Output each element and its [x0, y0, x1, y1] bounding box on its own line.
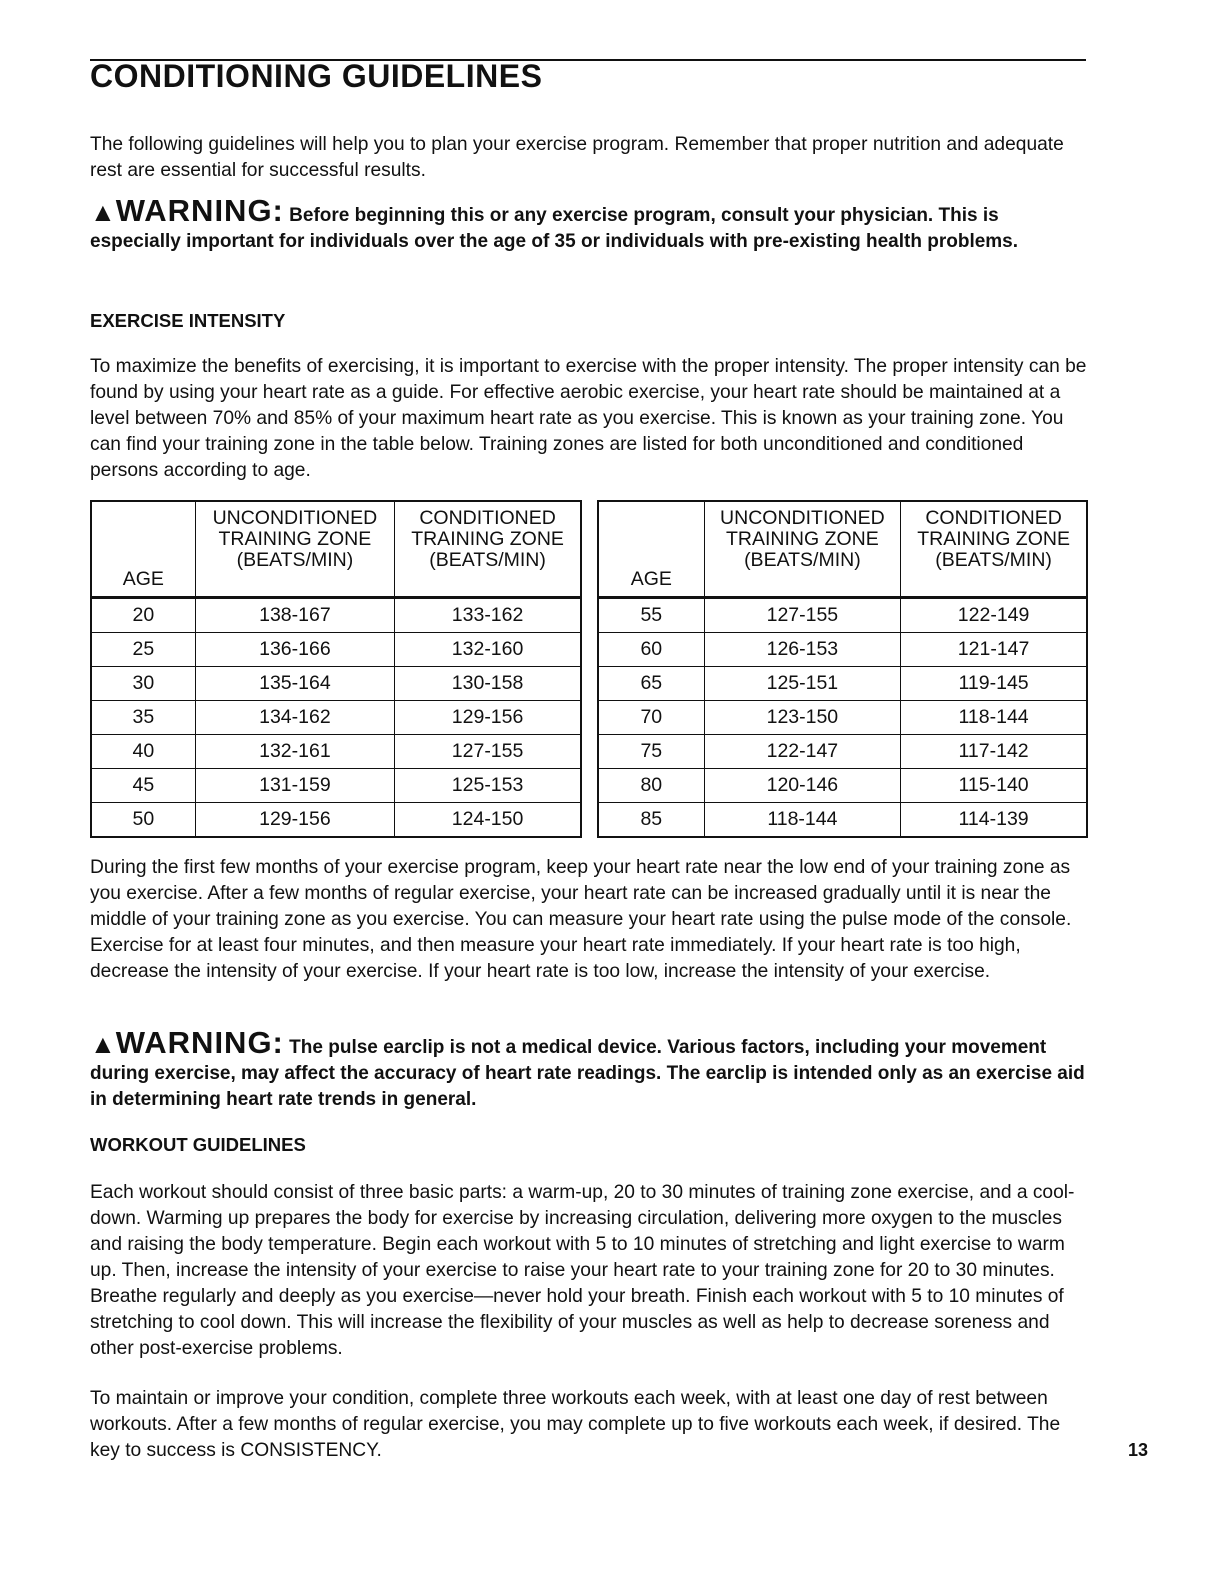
table-header-row	[91, 501, 581, 598]
conditioned-cell: 122-149	[901, 598, 1087, 633]
warning-block-2	[90, 1025, 1090, 1113]
age-cell: 40	[91, 735, 195, 769]
conditioned-cell: 115-140	[901, 769, 1087, 803]
age-header: AGE	[91, 501, 195, 598]
unconditioned-cell: 134-162	[195, 701, 395, 735]
unconditioned-cell: 138-167	[195, 598, 395, 633]
warning-text: Before beginning this or any exercise program, consult your physician. This is especially important for individuals over the age of 35 or individuals with pre-existing health problems.	[90, 205, 1019, 252]
table-row	[598, 803, 1087, 838]
exercise-intensity-paragraph: To maximize the benefits of exercising, it is important to exercise with the proper intensity. The proper intensity can be found by using your heart rate as a guide. For effective aerobic exercise, your heart rate should be maintained at a level between 70% and 85% of your maximum heart rate as you exercise. This is known as your training zone. You can find your training zone in the table below. Training zones are listed for both unconditioned and conditioned persons according to age.	[90, 356, 1087, 481]
age-cell: 85	[598, 803, 704, 838]
age-cell: 30	[91, 667, 195, 701]
age-cell: 75	[598, 735, 704, 769]
conditioned-cell: 129-156	[395, 701, 581, 735]
conditioned-cell: 127-155	[395, 735, 581, 769]
age-cell: 25	[91, 633, 195, 667]
conditioned-cell: 125-153	[395, 769, 581, 803]
warning-triangle-icon: ▲	[90, 1029, 116, 1059]
age-cell: 65	[598, 667, 704, 701]
warning-block-1	[90, 193, 1090, 255]
page-title: CONDITIONING GUIDELINES	[90, 58, 543, 94]
conditioned-cell: 117-142	[901, 735, 1087, 769]
unconditioned-cell: 123-150	[704, 701, 901, 735]
intro-paragraph: The following guidelines will help you to plan your exercise program. Remember that proper nutrition and adequate rest are essential for successful results.	[90, 134, 1064, 181]
conditioned-cell: 130-158	[395, 667, 581, 701]
table-row	[598, 735, 1087, 769]
conditioned-cell: 119-145	[901, 667, 1087, 701]
table-row	[91, 769, 581, 803]
unconditioned-cell: 126-153	[704, 633, 901, 667]
unconditioned-cell: 127-155	[704, 598, 901, 633]
table-row	[91, 735, 581, 769]
warning-text: The pulse earclip is not a medical device. Various factors, including your movement during exercise, may affect the accuracy of heart rate readings. The earclip is intended only as an exercise aid in determining heart rate trends in general.	[90, 1037, 1085, 1110]
exercise-intensity-heading: EXERCISE INTENSITY	[90, 310, 286, 331]
age-cell: 20	[91, 598, 195, 633]
table-header-row	[598, 501, 1087, 598]
workout-guidelines-heading: WORKOUT GUIDELINES	[90, 1134, 306, 1155]
conditioned-cell: 121-147	[901, 633, 1087, 667]
table-row	[91, 598, 581, 633]
conditioned-cell: 132-160	[395, 633, 581, 667]
age-cell: 55	[598, 598, 704, 633]
table-row	[91, 633, 581, 667]
table-row	[598, 701, 1087, 735]
after-table-paragraph: During the first few months of your exercise program, keep your heart rate near the low end of your training zone as you exercise. After a few months of regular exercise, your heart rate can be increased gradually until it is near the middle of your training zone as you exercise. You can measure your heart rate using the pulse mode of the console. Exercise for at least four minutes, and then measure your heart rate immediately. If your heart rate is too high, decrease the intensity of your exercise. If your heart rate is too low, increase the intensity of your exercise.	[90, 857, 1072, 982]
unconditioned-cell: 132-161	[195, 735, 395, 769]
age-header: AGE	[598, 501, 704, 598]
age-cell: 60	[598, 633, 704, 667]
age-cell: 70	[598, 701, 704, 735]
conditioned-cell: 133-162	[395, 598, 581, 633]
page-number: 13	[1128, 1440, 1149, 1460]
unconditioned-cell: 125-151	[704, 667, 901, 701]
warning-triangle-icon: ▲	[90, 197, 116, 227]
unconditioned-header: UNCONDITIONED TRAINING ZONE (BEATS/MIN)	[195, 501, 395, 598]
conditioned-cell: 124-150	[395, 803, 581, 838]
unconditioned-cell: 136-166	[195, 633, 395, 667]
table-row	[598, 769, 1087, 803]
table-row	[598, 598, 1087, 633]
warning-label: WARNING:	[115, 193, 284, 228]
unconditioned-cell: 120-146	[704, 769, 901, 803]
age-cell: 45	[91, 769, 195, 803]
unconditioned-cell: 131-159	[195, 769, 395, 803]
conditioned-header: CONDITIONED TRAINING ZONE (BEATS/MIN)	[395, 501, 581, 598]
training-zone-table-left	[90, 500, 582, 838]
table-row	[598, 667, 1087, 701]
unconditioned-cell: 118-144	[704, 803, 901, 838]
table-row	[91, 803, 581, 838]
age-cell: 50	[91, 803, 195, 838]
workout-guidelines-paragraph-2: To maintain or improve your condition, complete three workouts each week, with at least one day of rest between workouts. After a few months of regular exercise, you may complete up to five workouts each week, if desired. The key to success is CONSISTENCY.	[90, 1388, 1061, 1461]
conditioned-header: CONDITIONED TRAINING ZONE (BEATS/MIN)	[901, 501, 1087, 598]
unconditioned-cell: 122-147	[704, 735, 901, 769]
unconditioned-cell: 135-164	[195, 667, 395, 701]
warning-label: WARNING:	[115, 1025, 284, 1060]
table-row	[91, 667, 581, 701]
table-row	[91, 701, 581, 735]
workout-guidelines-paragraph-1: Each workout should consist of three basic parts: a warm-up, 20 to 30 minutes of training zone exercise, and a cool-down. Warming up prepares the body for exercise by increasing circulation, delivering more oxygen to the muscles and raising the body temperature. Begin each workout with 5 to 10 minutes of stretching and light exercise to warm up. Then, increase the intensity of your exercise to raise your heart rate to your training zone for 20 to 30 minutes. Breathe regularly and deeply as you exercise—never hold your breath. Finish each workout with 5 to 10 minutes of stretching to cool down. This will increase the flexibility of your muscles as well as help to decrease soreness and other post-exercise problems.	[90, 1182, 1075, 1359]
unconditioned-cell: 129-156	[195, 803, 395, 838]
conditioned-cell: 118-144	[901, 701, 1087, 735]
age-cell: 80	[598, 769, 704, 803]
age-cell: 35	[91, 701, 195, 735]
training-zone-table-right	[597, 500, 1088, 838]
conditioned-cell: 114-139	[901, 803, 1087, 838]
unconditioned-header: UNCONDITIONED TRAINING ZONE (BEATS/MIN)	[704, 501, 901, 598]
table-row	[598, 633, 1087, 667]
